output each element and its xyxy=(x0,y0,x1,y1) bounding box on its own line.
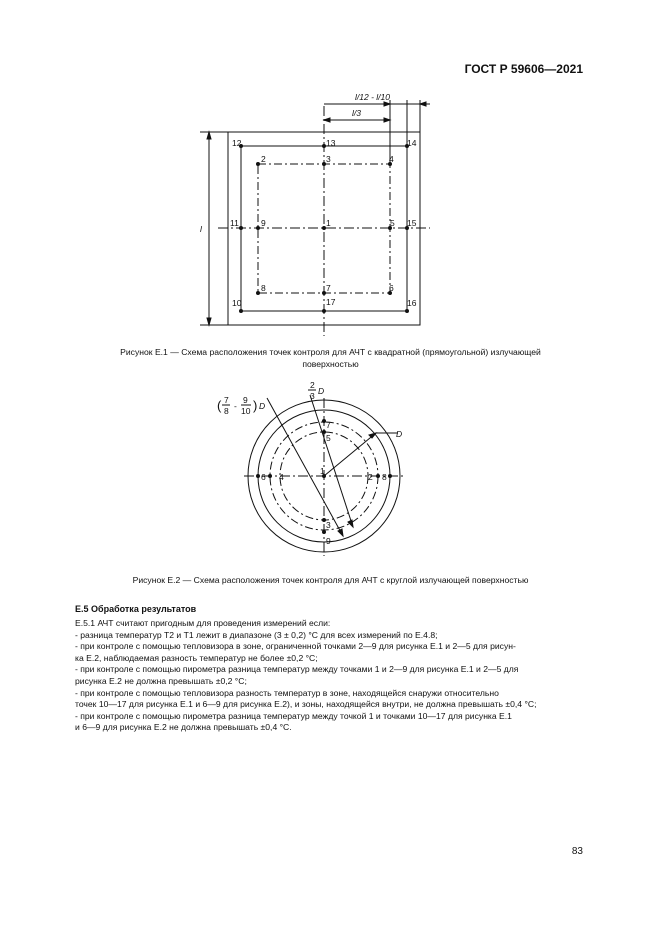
point-1: 1 xyxy=(326,218,331,228)
figure-e1-diagram xyxy=(0,0,661,340)
section-line: и 6—9 для рисунка Е.2 не должна превышать ±0,4 °С. xyxy=(75,722,292,733)
section-line: - при контроле с помощью тепловизора в зоне, ограниченной точками 2—9 для рисунка Е.1 и 2—5 для рисун- xyxy=(75,641,516,652)
point-3: 3 xyxy=(326,154,331,164)
point-6: 6 xyxy=(389,283,394,293)
c-point-1: 1 xyxy=(320,466,325,476)
frac2a-den: 8 xyxy=(224,406,229,416)
section-title: Е.5 Обработка результатов xyxy=(75,604,197,614)
frac1-var: D xyxy=(318,386,325,396)
c-point-2: 2 xyxy=(368,472,373,482)
section-line: - разница температур T2 и T1 лежит в диапазоне (3 ± 0,2) °С для всех измерений по Е.4.8; xyxy=(75,629,438,640)
section-line: - при контроле с помощью тепловизора разность температур в зоне, находящейся снаружи относительно xyxy=(75,687,499,698)
frac2b-den: 10 xyxy=(241,406,251,416)
dim-top-label: l/12 - l/10 xyxy=(355,92,390,102)
outer-dim-label: D xyxy=(396,429,403,439)
point-9: 9 xyxy=(261,218,266,228)
c-point-4: 4 xyxy=(279,472,284,482)
point-7: 7 xyxy=(326,283,331,293)
point-13: 13 xyxy=(326,138,336,148)
figure-e2-caption: Рисунок Е.2 — Схема расположения точек контроля для АЧТ с круглой излучающей поверхностью xyxy=(132,575,529,585)
point-12: 12 xyxy=(232,138,242,148)
page-number: 83 xyxy=(571,846,583,857)
section-line: Е.5.1 АЧТ считают пригодным для проведения измерений если: xyxy=(75,618,331,628)
c-point-7: 7 xyxy=(326,420,331,430)
point-2: 2 xyxy=(261,154,266,164)
frac2a-num: 7 xyxy=(224,395,229,405)
paren-open: ( xyxy=(217,398,222,413)
section-line: рисунка Е.2 не должна превышать ±0,2 °С; xyxy=(75,675,247,686)
frac1-den: 3 xyxy=(310,391,315,401)
point-17: 17 xyxy=(326,297,336,307)
point-5: 5 xyxy=(390,218,395,228)
dim-sub-label: l/3 xyxy=(352,108,361,118)
c-point-8: 8 xyxy=(382,472,387,482)
figure-e2-diagram xyxy=(0,370,661,575)
point-14: 14 xyxy=(407,138,417,148)
document-id: ГОСТ Р 59606—2021 xyxy=(464,62,583,76)
c-point-6: 6 xyxy=(261,472,266,482)
point-16: 16 xyxy=(407,298,417,308)
section-body xyxy=(75,618,585,734)
frac2-var: D xyxy=(259,401,266,411)
section-line: - при контроле с помощью пирометра разница температур между точкой 1 и точками 10—17 для рисунка Е.1 xyxy=(75,710,512,721)
point-10: 10 xyxy=(232,298,242,308)
paren-close: ) xyxy=(253,398,258,413)
c-point-5: 5 xyxy=(326,433,331,443)
point-4: 4 xyxy=(389,154,394,164)
point-15: 15 xyxy=(407,218,417,228)
section-line: - при контроле с помощью пирометра разница температур между точками 1 и 2—9 для рисунка Е.1 и 2—5 для xyxy=(75,664,519,675)
dim-side-label: l xyxy=(200,224,202,234)
frac1-num: 2 xyxy=(310,380,315,390)
figure-e1-caption-line2: поверхностью xyxy=(302,359,359,369)
point-11: 11 xyxy=(230,218,239,228)
section-line: точек 10—17 для рисунка Е.1 и 6—9 для рисунка Е.2), и зоны, находящейся внутри, не должна превышать ±0,4 °С; xyxy=(75,699,537,710)
frac2-sep: - xyxy=(234,401,237,411)
point-8: 8 xyxy=(261,283,266,293)
figure-e1-caption-line1: Рисунок Е.1 — Схема расположения точек контроля для АЧТ с квадратной (прямоугольной) излучающей xyxy=(120,347,541,357)
c-point-3: 3 xyxy=(326,520,331,530)
frac2b-num: 9 xyxy=(243,395,248,405)
c-point-9: 9 xyxy=(326,536,331,546)
section-line: ка Е.2, наблюдаемая разность температур не более ±0,2 °С; xyxy=(75,652,318,663)
figure-e1-caption xyxy=(60,346,601,370)
